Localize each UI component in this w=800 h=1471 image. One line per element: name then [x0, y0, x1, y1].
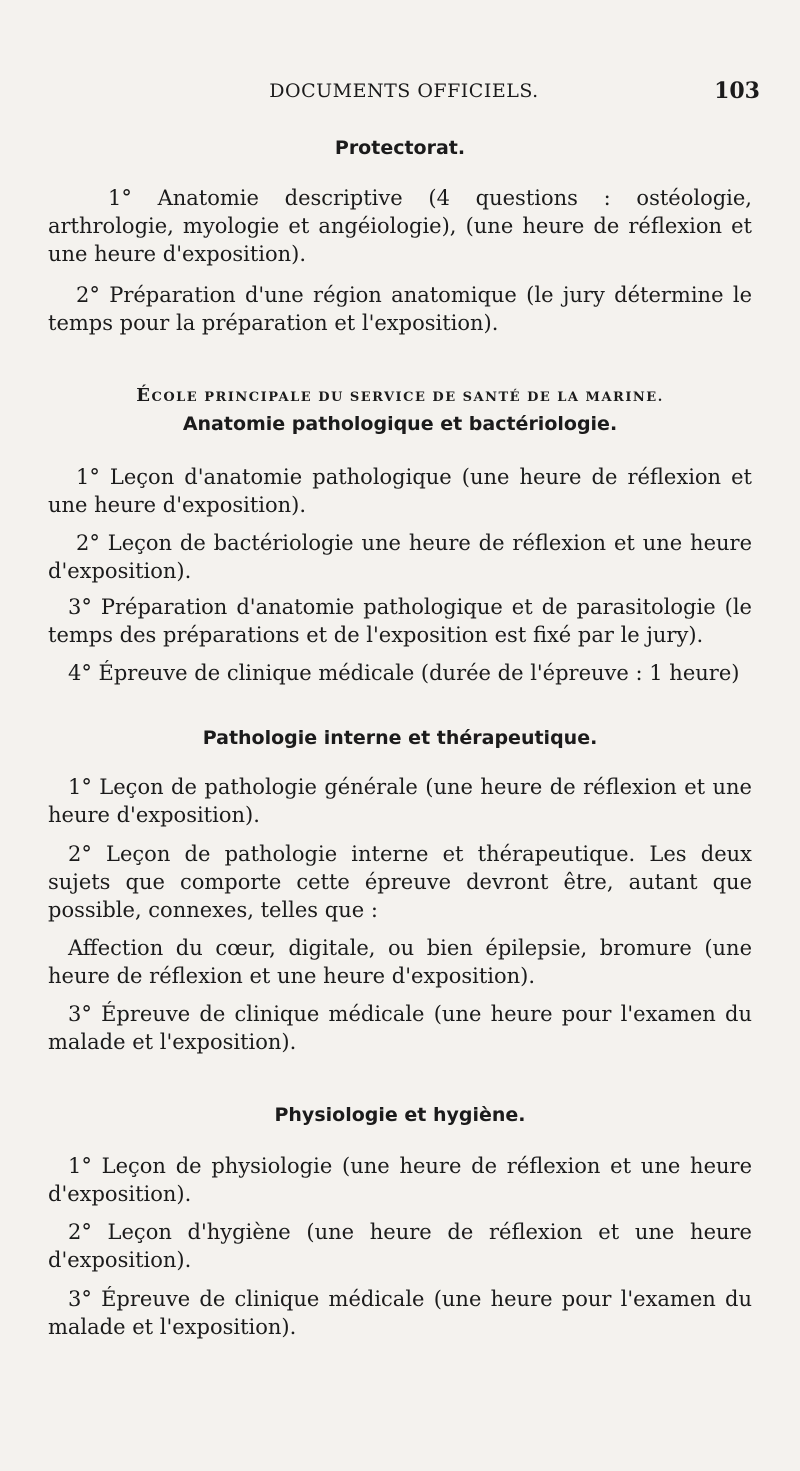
section-heading-anatomie-pathologique: Anatomie pathologique et bactériologie. [182, 413, 618, 435]
school-title [0, 385, 800, 406]
section-heading-protectorat: Protectorat. [334, 137, 466, 159]
running-title: DOCUMENTS OFFICIELS. [269, 80, 539, 102]
paragraph-pathologie-2: 2° Leçon de pathologie interne et thérapeutique. Les deux sujets que comporte cette épreuve devront être, autant que possible, connexes, telles que : [48, 842, 752, 922]
paragraph-anatomie-1: 1° Leçon d'anatomie pathologique (une heure de réflexion et une heure d'exposition). [48, 465, 752, 517]
paragraph-protectorat-2: 2° Préparation d'une région anatomique (le jury détermine le temps pour la préparation et l'exposition). [48, 283, 752, 335]
paragraph-pathologie-3: Affection du cœur, digitale, ou bien épilepsie, bromure (une heure de réflexion et une heure d'exposition). [48, 936, 752, 988]
running-head [48, 78, 760, 108]
section-heading-pathologie: Pathologie interne et thérapeutique. [202, 727, 598, 749]
paragraph-pathologie-1: 1° Leçon de pathologie générale (une heure de réflexion et une heure d'exposition). [48, 775, 752, 827]
paragraph-anatomie-3: 3° Préparation d'anatomie pathologique et de parasitologie (le temps des préparations et de l'exposition est fixé par le jury). [48, 595, 752, 647]
paragraph-protectorat-1: 1° Anatomie descriptive (4 questions : ostéologie, arthrologie, myologie et angéiologie), (une heure de réflexion et une heure d'exposition). [48, 186, 752, 266]
paragraph-physiologie-1: 1° Leçon de physiologie (une heure de réflexion et une heure d'exposition). [48, 1154, 752, 1206]
paragraph-physiologie-2: 2° Leçon d'hygiène (une heure de réflexion et une heure d'exposition). [48, 1220, 752, 1272]
section-heading-physiologie: Physiologie et hygiène. [274, 1104, 526, 1126]
paragraph-physiologie-3: 3° Épreuve de clinique médicale (une heure pour l'examen du malade et l'exposition). [48, 1287, 752, 1339]
school-title-initial: É [136, 385, 152, 406]
paragraph-pathologie-4: 3° Épreuve de clinique médicale (une heure pour l'examen du malade et l'exposition). [48, 1002, 752, 1054]
page-number: 103 [714, 78, 760, 104]
paragraph-anatomie-4: 4° Épreuve de clinique médicale (durée de l'épreuve : 1 heure) [68, 661, 740, 685]
paragraph-anatomie-2: 2° Leçon de bactériologie une heure de réflexion et une heure d'exposition). [48, 531, 752, 583]
school-title-rest: COLE PRINCIPALE DU SERVICE DE SANTÉ DE LA MARINE. [151, 390, 664, 405]
